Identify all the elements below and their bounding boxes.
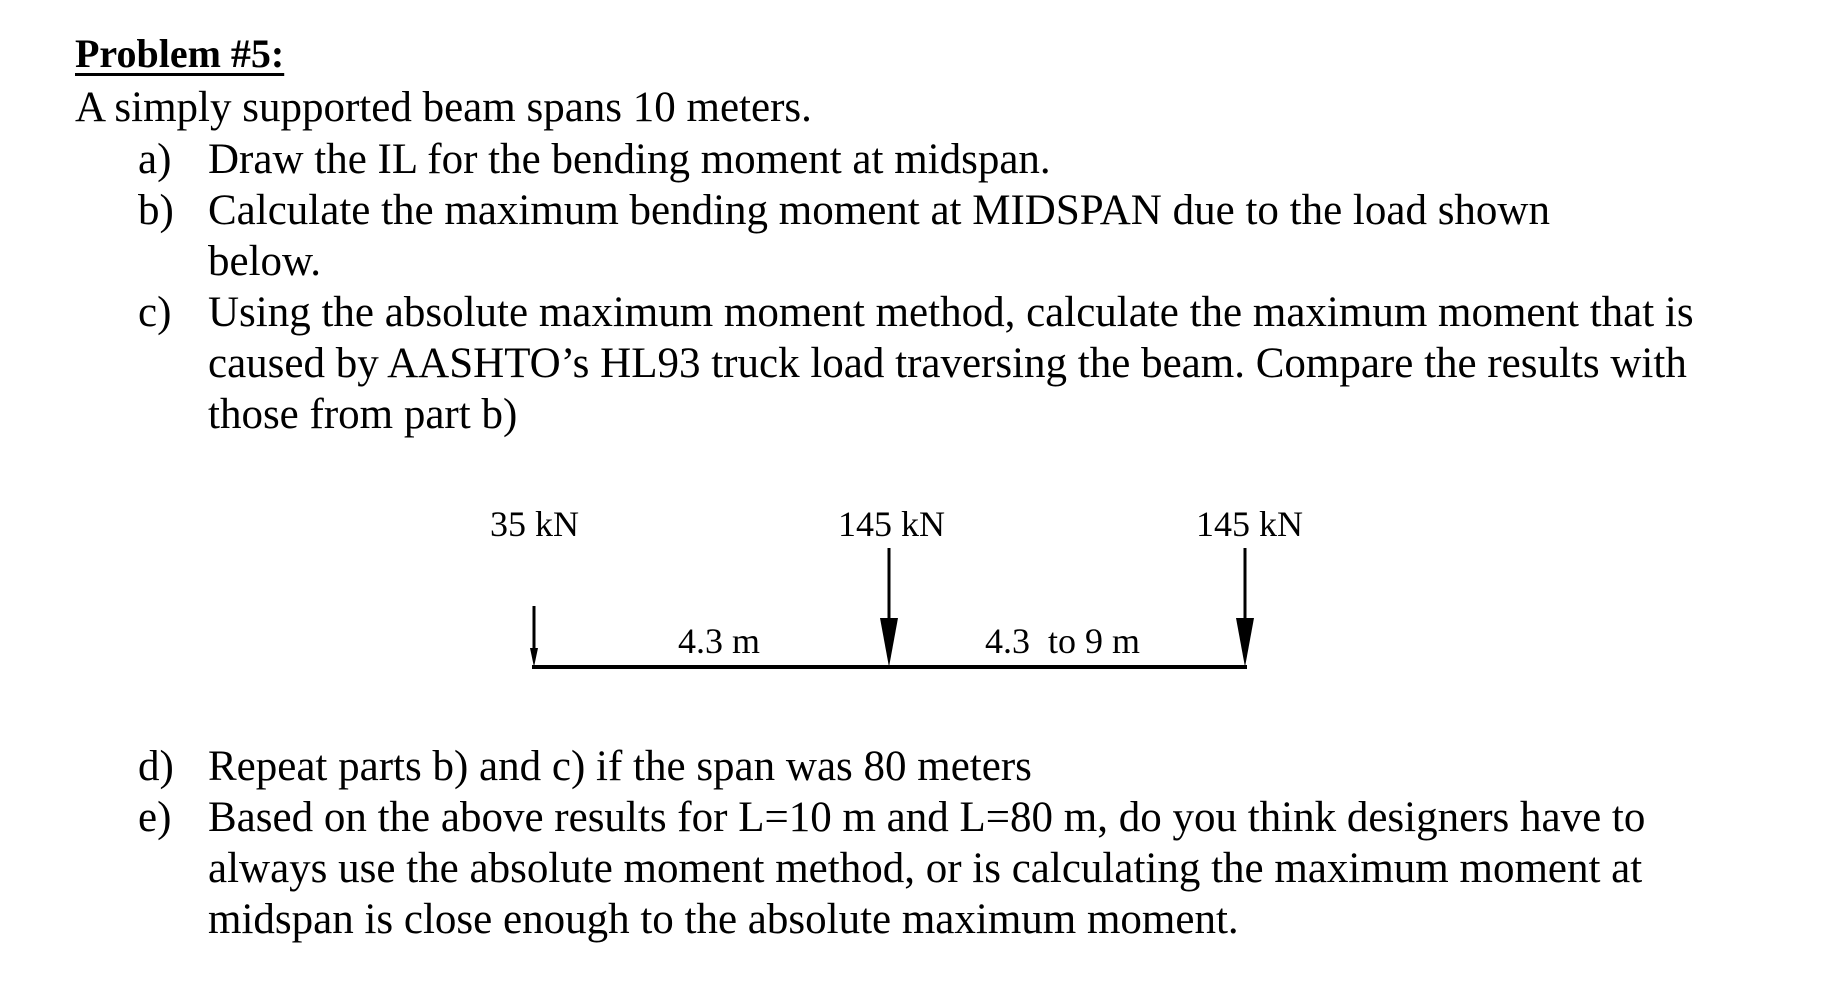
problem-title: Problem #5: — [75, 31, 285, 76]
question-d — [138, 741, 1738, 792]
load-label-front-axle: 35 kN — [490, 504, 579, 544]
load-arrow-front — [530, 606, 538, 667]
spacing-label-front: 4.3 m — [678, 621, 761, 661]
question-letter: e) — [138, 794, 172, 841]
question-letter: d) — [138, 743, 174, 790]
question-letter: a) — [138, 136, 172, 183]
question-e — [138, 792, 1738, 945]
problem-intro: A simply supported beam spans 10 meters. — [75, 84, 812, 131]
spacing-label-rear: 4.3 to 9 m — [985, 621, 1141, 661]
question-text: Calculate the maximum bending moment at MIDSPAN due to the load shown below. — [208, 187, 1550, 285]
load-label-rear-axle: 145 kN — [1196, 504, 1303, 544]
question-text: Repeat parts b) and c) if the span was 80 meters — [208, 743, 1032, 790]
load-arrow-middle — [880, 548, 898, 667]
question-text: Based on the above results for L=10 m and L=80 m, do you think designers have to always use the absolute moment method, or is calculating the maximum moment at midspan is close enough to the absolute maximum moment. — [208, 794, 1646, 943]
question-text: Using the absolute maximum moment method, calculate the maximum moment that is caused by AASHTO’s HL93 truck load traversing the beam. Compare the results with those from part b) — [208, 289, 1694, 438]
question-text: Draw the IL for the bending moment at midspan. — [208, 136, 1051, 183]
load-label-middle-axle: 145 kN — [838, 504, 945, 544]
question-list-bottom — [138, 741, 1738, 945]
question-letter: b) — [138, 187, 174, 234]
load-arrow-rear — [1236, 548, 1254, 667]
question-letter: c) — [138, 289, 172, 336]
